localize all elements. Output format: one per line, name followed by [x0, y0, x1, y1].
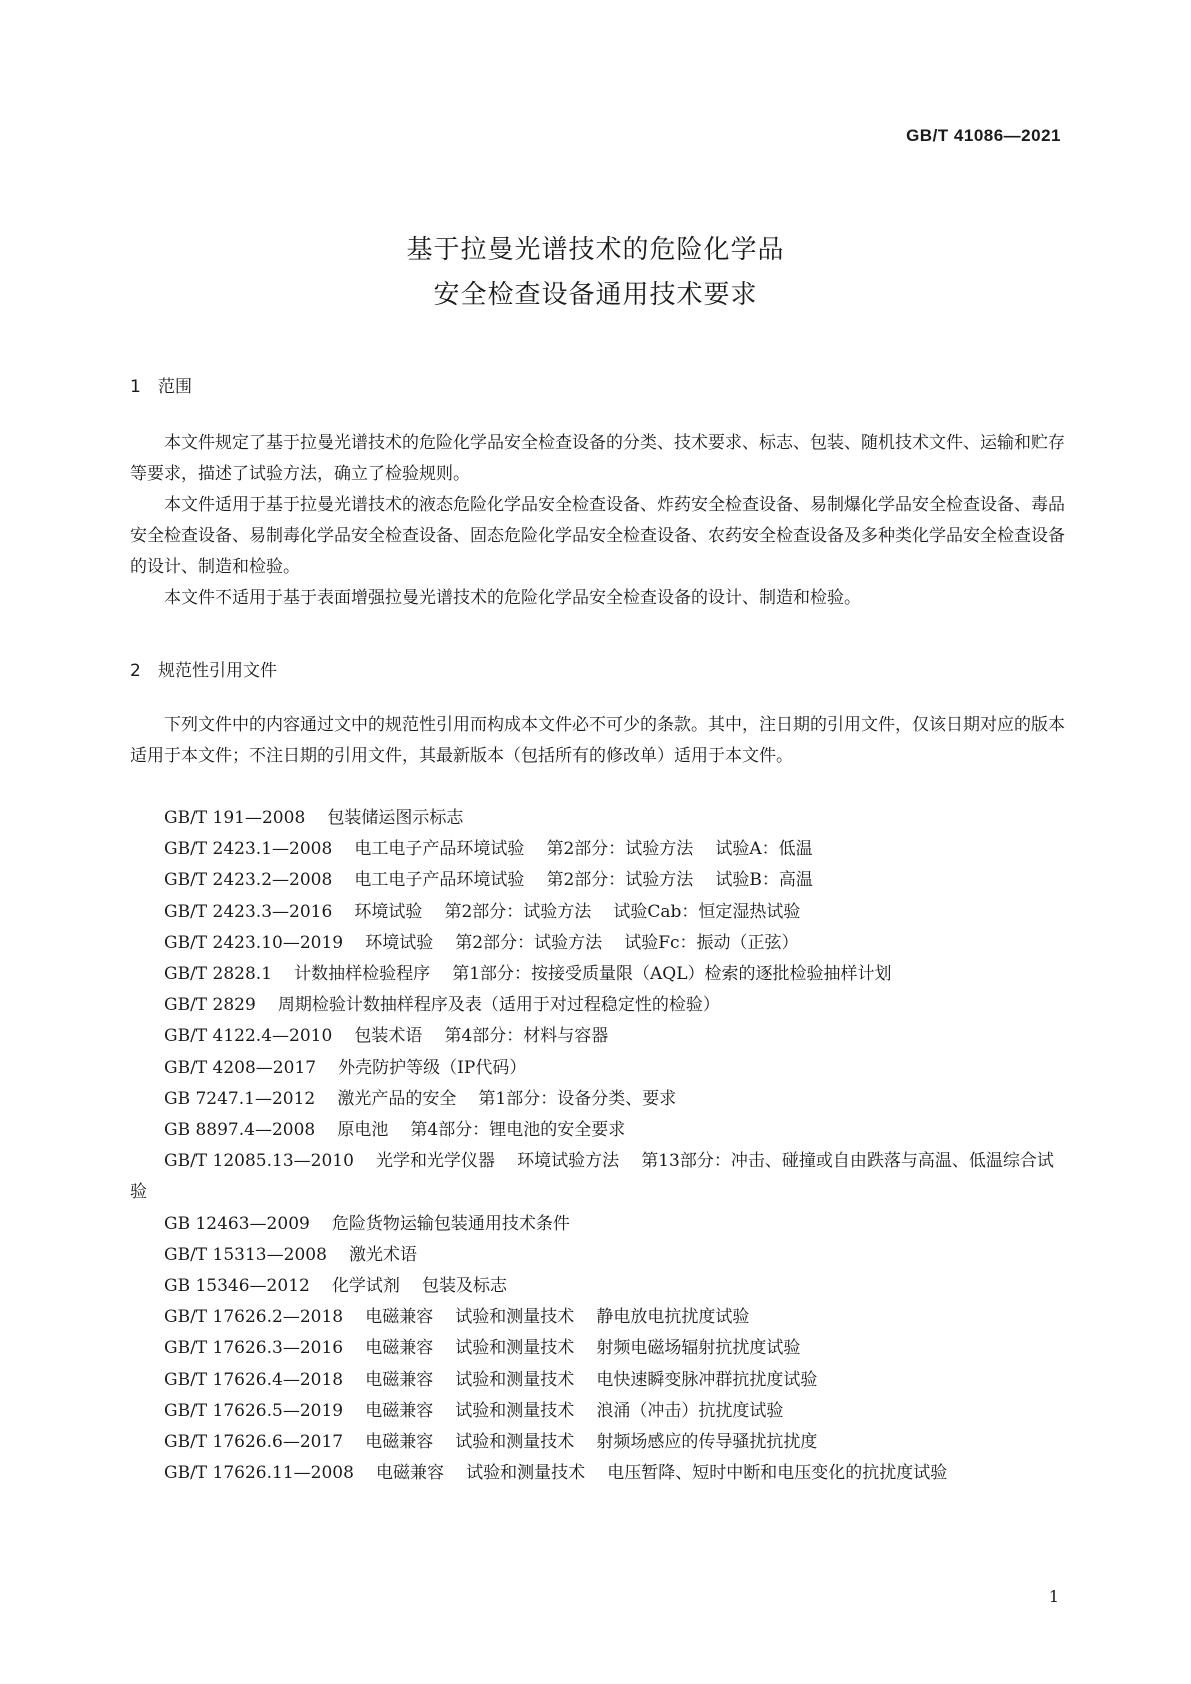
reference-item [130, 803, 1065, 834]
reference-title-part: 激光产品的安全 [337, 1088, 457, 1109]
reference-code: GB/T 17626.5—2019 [164, 1400, 344, 1421]
reference-title-part: 射频电磁场辐射抗扰度试验 [596, 1338, 801, 1359]
reference-item [130, 1209, 1065, 1240]
reference-title-part: 试验和测量技术 [455, 1400, 575, 1421]
reference-title-part: 原电池 [337, 1120, 389, 1141]
reference-title-part: 周期检验计数抽样程序及表（适用于对过程稳定性的检验） [277, 995, 720, 1016]
reference-title-part: 静电放电抗扰度试验 [596, 1307, 750, 1328]
reference-code: GB/T 17626.11—2008 [164, 1463, 354, 1484]
reference-code: GB/T 17626.2—2018 [164, 1307, 344, 1328]
reference-code: GB/T 2423.2—2008 [164, 870, 333, 891]
reference-title-part: 外壳防护等级（IP代码） [338, 1057, 527, 1078]
reference-item [130, 1084, 1065, 1115]
section-heading-normative-references [130, 656, 277, 681]
title-line-1: 基于拉曼光谱技术的危险化学品 [406, 235, 785, 265]
title-line-2: 安全检查设备通用技术要求 [433, 280, 758, 310]
reference-title-part: 第2部分：试验方法 [546, 870, 694, 891]
reference-title-part: 浪涌（冲击）抗扰度试验 [596, 1400, 784, 1421]
reference-code: GB/T 17626.6—2017 [164, 1432, 344, 1453]
reference-title-part: 环境试验方法 [517, 1151, 620, 1172]
reference-code: GB/T 12085.13—2010 [164, 1151, 354, 1172]
reference-title-part: 试验Fc：振动（正弦） [624, 932, 799, 953]
reference-code: GB/T 2423.3—2016 [164, 901, 333, 922]
reference-code: GB/T 17626.3—2016 [164, 1338, 344, 1359]
reference-item [130, 1021, 1065, 1052]
reference-item [130, 1240, 1065, 1271]
section-number: 1 [130, 377, 141, 397]
reference-title-part: 第1部分：设备分类、要求 [478, 1088, 677, 1109]
reference-title-part: 电磁兼容 [365, 1369, 434, 1390]
reference-item [130, 865, 1065, 896]
reference-item [130, 928, 1065, 959]
reference-title-part: 第1部分：按接受质量限（AQL）检索的逐批检验抽样计划 [452, 964, 892, 985]
reference-title-part: 电磁兼容 [365, 1338, 434, 1359]
reference-code: GB/T 2829 [164, 995, 256, 1016]
reference-title-part: 第2部分：试验方法 [546, 839, 694, 860]
page-number: 1 [1048, 1587, 1059, 1606]
reference-title-part: 试验和测量技术 [455, 1369, 575, 1390]
reference-title-part: 试验和测量技术 [455, 1307, 575, 1328]
reference-code: GB/T 2423.10—2019 [164, 932, 344, 953]
reference-title-part: 电工电子产品环境试验 [354, 870, 525, 891]
document-title [0, 228, 1191, 318]
reference-title-part: 化学试剂 [331, 1276, 400, 1297]
reference-title-part: 计数抽样检验程序 [294, 964, 431, 985]
scope-paragraph: 本文件适用于基于拉曼光谱技术的液态危险化学品安全检查设备、炸药安全检查设备、易制爆化学品安全检查设备、毒品安全检查设备、易制毒化学品安全检查设备、固态危险化学品安全检查设备、农药安全检查设备及多种类化学品安全检查设备的设计、制造和检验。 [130, 495, 1065, 577]
reference-title-part: 包装储运图示标志 [327, 808, 464, 828]
reference-title-part: 环境试验 [365, 932, 434, 953]
reference-list [130, 803, 1065, 1489]
reference-item [130, 834, 1065, 865]
reference-title-part: 第4部分：锂电池的安全要求 [410, 1120, 626, 1141]
section-heading-scope [130, 372, 192, 397]
reference-title-part: 包装及标志 [422, 1276, 508, 1297]
section-number: 2 [130, 661, 141, 681]
normative-refs-intro-block [130, 710, 1065, 772]
reference-title-part: 第2部分：试验方法 [444, 901, 592, 922]
reference-title-part: 环境试验 [354, 901, 423, 922]
reference-item [130, 1458, 1065, 1489]
reference-title-part: 电磁兼容 [365, 1307, 434, 1328]
reference-item [130, 1333, 1065, 1364]
reference-code: GB/T 191—2008 [164, 808, 306, 828]
section-title: 规范性引用文件 [158, 661, 277, 681]
scope-paragraph: 本文件不适用于基于表面增强拉曼光谱技术的危险化学品安全检查设备的设计、制造和检验。 [164, 588, 861, 608]
reference-title-part: 激光术语 [348, 1244, 417, 1265]
reference-title-part: 电工电子产品环境试验 [354, 839, 525, 860]
scope-paragraph: 本文件规定了基于拉曼光谱技术的危险化学品安全检查设备的分类、技术要求、标志、包装、随机技术文件、运输和贮存等要求，描述了试验方法，确立了检验规则。 [130, 433, 1065, 484]
section-title: 范围 [158, 377, 192, 397]
reference-title-part: 包装术语 [354, 1026, 423, 1047]
reference-code: GB/T 2828.1 [164, 964, 273, 985]
reference-title-part: 试验A：低温 [715, 839, 813, 860]
reference-item [130, 1396, 1065, 1427]
reference-code: GB/T 2423.1—2008 [164, 839, 333, 860]
reference-title-part: 光学和光学仪器 [376, 1151, 496, 1172]
reference-title-part: 射频场感应的传导骚扰抗扰度 [596, 1432, 818, 1453]
reference-title-part: 电快速瞬变脉冲群抗扰度试验 [596, 1369, 818, 1390]
reference-title-part: 第13部分：冲击、碰撞或自由跌落与高温、低温综合试验 [130, 1151, 1054, 1203]
reference-title-part: 电磁兼容 [365, 1432, 434, 1453]
reference-title-part: 电磁兼容 [365, 1400, 434, 1421]
reference-code: GB/T 4122.4—2010 [164, 1026, 333, 1047]
reference-code: GB 15346—2012 [164, 1276, 310, 1297]
reference-code: GB/T 15313—2008 [164, 1244, 327, 1265]
reference-item [130, 1365, 1065, 1396]
reference-title-part: 试验和测量技术 [455, 1338, 575, 1359]
reference-title-part: 试验Cab：恒定湿热试验 [613, 901, 801, 922]
standard-code: GB/T 41086—2021 [906, 126, 1061, 145]
reference-code: GB 7247.1—2012 [164, 1088, 316, 1109]
reference-title-part: 试验B：高温 [715, 870, 813, 891]
reference-title-part: 电压暂降、短时中断和电压变化的抗扰度试验 [607, 1463, 948, 1484]
reference-code: GB/T 4208—2017 [164, 1057, 317, 1078]
reference-title-part: 第2部分：试验方法 [455, 932, 603, 953]
scope-body [130, 428, 1065, 614]
normative-refs-intro: 下列文件中的内容通过文中的规范性引用而构成本文件必不可少的条款。其中，注日期的引用文件，仅该日期对应的版本适用于本文件；不注日期的引用文件，其最新版本（包括所有的修改单）适用于本文件。 [130, 715, 1065, 766]
reference-item [130, 1427, 1065, 1458]
reference-item [130, 990, 1065, 1021]
reference-title-part: 第4部分：材料与容器 [444, 1026, 609, 1047]
reference-title-part: 危险货物运输包装通用技术条件 [331, 1213, 570, 1234]
reference-code: GB/T 17626.4—2018 [164, 1369, 344, 1390]
reference-title-part: 试验和测量技术 [455, 1432, 575, 1453]
reference-item [130, 1115, 1065, 1146]
reference-code: GB 8897.4—2008 [164, 1120, 316, 1141]
reference-item [130, 1302, 1065, 1333]
reference-item [130, 1053, 1065, 1084]
reference-item [130, 959, 1065, 990]
reference-title-part: 电磁兼容 [376, 1463, 445, 1484]
reference-item [130, 1271, 1065, 1302]
reference-title-part: 试验和测量技术 [466, 1463, 586, 1484]
reference-code: GB 12463—2009 [164, 1213, 310, 1234]
reference-item [130, 897, 1065, 928]
reference-item [130, 1146, 1065, 1208]
